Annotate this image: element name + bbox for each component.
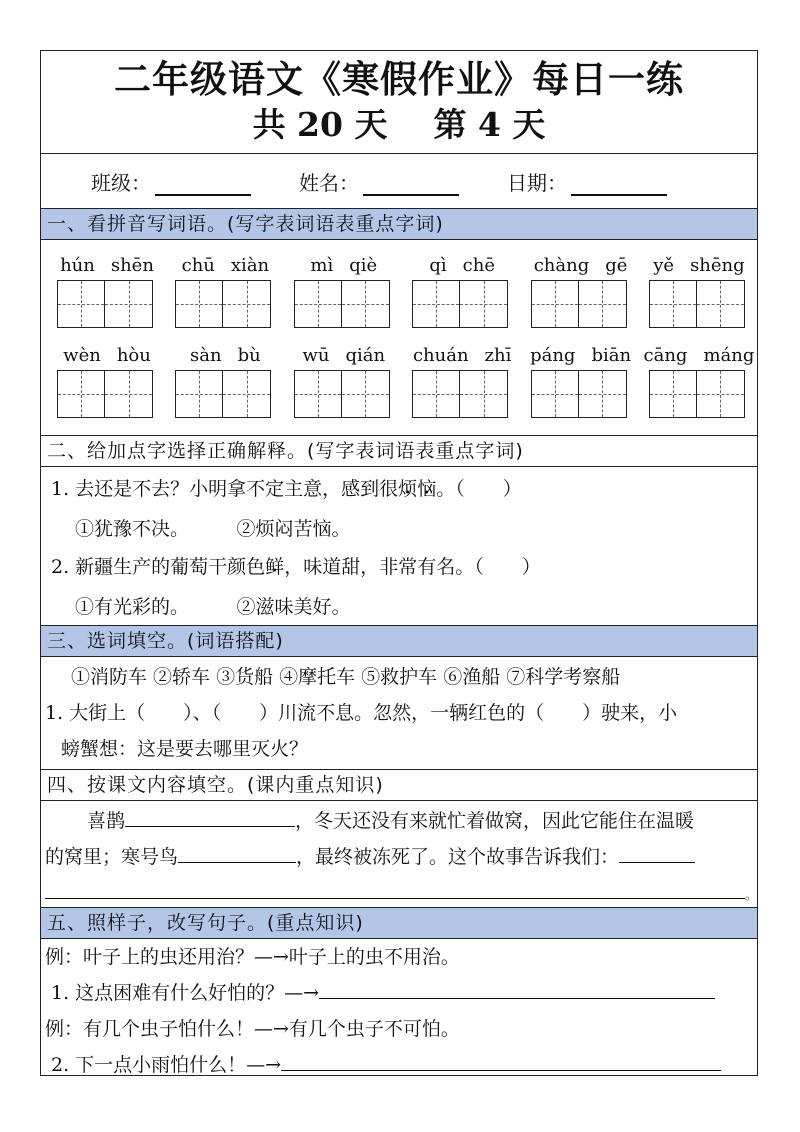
section-meaning-heading: 二、给加点字选择正确解释。(写字表词语表重点字词) — [41, 436, 757, 467]
pinyin-word — [294, 246, 394, 328]
dotted-char: 鲜 • — [265, 556, 284, 578]
date-label: 日期： — [507, 170, 567, 195]
pinyin-word — [531, 336, 631, 418]
pinyin-text: wū — [302, 345, 330, 366]
class-field — [91, 167, 251, 196]
writing-box[interactable] — [579, 280, 627, 328]
text-fill-line-1 — [41, 803, 757, 839]
text-segment: 的窝里；寒号鸟 — [45, 846, 179, 868]
dotted-char: 恼 • — [417, 478, 436, 500]
worksheet — [40, 50, 758, 1076]
fill-question-1-cont: 螃蟹想：这是要去哪里灭火？ — [61, 738, 309, 760]
writing-box[interactable] — [697, 370, 745, 418]
pinyin-text: biān — [591, 345, 632, 366]
text-fill-line-2 — [41, 839, 757, 875]
question-text: 1. 这点困难有什么好怕的？—→ — [51, 982, 320, 1004]
writing-box[interactable] — [105, 280, 153, 328]
writing-box[interactable] — [460, 280, 508, 328]
writing-box[interactable] — [57, 370, 105, 418]
example-1: 例：叶子上的虫还用治？—→叶子上的虫不用治。 — [45, 946, 460, 968]
writing-box[interactable] — [697, 280, 745, 328]
pinyin-text: sàn — [190, 345, 222, 366]
pinyin-word — [412, 336, 512, 418]
writing-box[interactable] — [460, 370, 508, 418]
example-2: 例：有几个虫子怕什么！—→有几个虫子不可怕。 — [45, 1018, 460, 1040]
page-subtitle — [41, 105, 757, 145]
rewrite-question-1 — [41, 975, 757, 1011]
writing-box[interactable] — [531, 280, 579, 328]
writing-box[interactable] — [57, 280, 105, 328]
word-options: ①消防车 ②轿车 ③货船 ④摩托车 ⑤救护车 ⑥渔船 ⑦科学考察船 — [71, 666, 621, 688]
section-fill-words-heading: 三、选词填空。(词语搭配) — [41, 626, 757, 657]
pinyin-text: mì — [310, 255, 334, 276]
pinyin-row-1 — [41, 246, 757, 328]
section-fill-words — [41, 626, 757, 770]
pinyin-text: shēng — [690, 255, 745, 276]
pinyin-text: máng — [703, 345, 755, 366]
pinyin-word — [175, 246, 275, 328]
fill-question-1: 1. 大街上（ ）、（ ）川流不息。忽然，一辆红色的（ ）驶来，小 — [45, 702, 678, 724]
question-1-options: ①犹豫不决。 ②烦闷苦恼。 — [75, 518, 351, 540]
question-2 — [51, 549, 757, 585]
question-text: 1. 去还是不去？小明拿不定主意，感到很 — [51, 478, 399, 500]
pinyin-word — [57, 336, 157, 418]
current-day: 第 4 天 — [433, 105, 546, 144]
answer-parentheses[interactable]: ，味道甜，非常有名。（ ） — [284, 556, 541, 578]
text-segment: 喜鹊 — [87, 810, 126, 832]
question-1 — [51, 471, 757, 507]
pinyin-text: zhī — [484, 345, 512, 366]
period-mark: 。 — [745, 888, 758, 902]
text-segment: ，最终被冻死了。这个故事告诉我们： — [296, 846, 620, 868]
answer-blank[interactable] — [178, 840, 296, 863]
writing-box[interactable] — [294, 370, 342, 418]
pinyin-text: páng — [530, 345, 576, 366]
pinyin-word — [57, 246, 157, 328]
pinyin-text: chū — [181, 255, 215, 276]
writing-box[interactable] — [223, 370, 271, 418]
question-2-options: ①有光彩的。 ②滋味美好。 — [75, 596, 351, 618]
pinyin-text: xiàn — [230, 255, 270, 276]
section-rewrite-heading: 五、照样子，改写句子。(重点知识) — [41, 908, 757, 939]
pinyin-text: qiè — [349, 255, 378, 276]
writing-box[interactable] — [294, 280, 342, 328]
answer-blank[interactable] — [45, 876, 745, 899]
answer-blank[interactable] — [125, 804, 295, 827]
name-label: 姓名： — [299, 170, 359, 195]
writing-box[interactable] — [649, 280, 697, 328]
pinyin-word — [649, 246, 749, 328]
writing-box[interactable] — [342, 370, 390, 418]
date-field — [507, 167, 667, 196]
question-text: 2. 新疆生产的葡萄干颜色 — [51, 556, 266, 578]
answer-parentheses[interactable]: 。（ ） — [436, 478, 522, 500]
answer-blank[interactable] — [281, 1048, 721, 1071]
pinyin-text: chē — [462, 255, 495, 276]
total-days: 共 20 天 — [252, 105, 388, 144]
rewrite-question-2 — [41, 1047, 757, 1083]
pinyin-text: hún — [60, 255, 95, 276]
name-field — [299, 167, 459, 196]
pinyin-word — [294, 336, 394, 418]
class-blank[interactable] — [155, 172, 251, 196]
pinyin-text: wèn — [63, 345, 101, 366]
writing-box[interactable] — [412, 280, 460, 328]
writing-box[interactable] — [105, 370, 153, 418]
answer-blank[interactable] — [319, 976, 715, 999]
pinyin-word — [412, 246, 512, 328]
pinyin-text: bù — [237, 345, 261, 366]
header — [41, 51, 757, 154]
text-segment: ，冬天还没有来就忙着做窝，因此它能住在温暖 — [295, 810, 695, 832]
date-blank[interactable] — [571, 172, 667, 196]
pinyin-text: yě — [653, 255, 675, 276]
writing-box[interactable] — [175, 370, 223, 418]
pinyin-text: qián — [345, 345, 386, 366]
answer-blank[interactable] — [619, 840, 695, 863]
student-info-row — [41, 154, 757, 209]
pinyin-text: chuán — [412, 345, 469, 366]
pinyin-word — [643, 336, 755, 418]
question-text: 2. 下一点小雨怕什么！—→ — [51, 1054, 282, 1076]
section-rewrite — [41, 908, 757, 1078]
page-title: 二年级语文《寒假作业》每日一练 — [114, 57, 684, 101]
writing-box[interactable] — [412, 370, 460, 418]
pinyin-text: gē — [605, 255, 628, 276]
writing-box[interactable] — [175, 280, 223, 328]
pinyin-row-2 — [41, 336, 757, 418]
writing-box[interactable] — [342, 280, 390, 328]
class-label: 班级： — [91, 170, 151, 195]
writing-box[interactable] — [579, 370, 627, 418]
pinyin-text: qì — [429, 255, 447, 276]
pinyin-text: chàng — [533, 255, 590, 276]
name-blank[interactable] — [363, 172, 459, 196]
pinyin-word — [531, 246, 631, 328]
section-meaning — [41, 436, 757, 626]
pinyin-text: hòu — [116, 345, 151, 366]
pinyin-text: cāng — [643, 345, 688, 366]
pinyin-text: shēn — [110, 255, 154, 276]
section-pinyin-heading: 一、看拼音写词语。(写字表词语表重点字词) — [41, 209, 757, 240]
section-text-fill-heading: 四、按课文内容填空。(课内重点知识) — [41, 770, 757, 801]
writing-box[interactable] — [531, 370, 579, 418]
pinyin-word — [175, 336, 275, 418]
section-pinyin — [41, 209, 757, 436]
writing-box[interactable] — [649, 370, 697, 418]
section-text-fill — [41, 770, 757, 908]
writing-box[interactable] — [223, 280, 271, 328]
dotted-char: 烦 • — [398, 478, 417, 500]
